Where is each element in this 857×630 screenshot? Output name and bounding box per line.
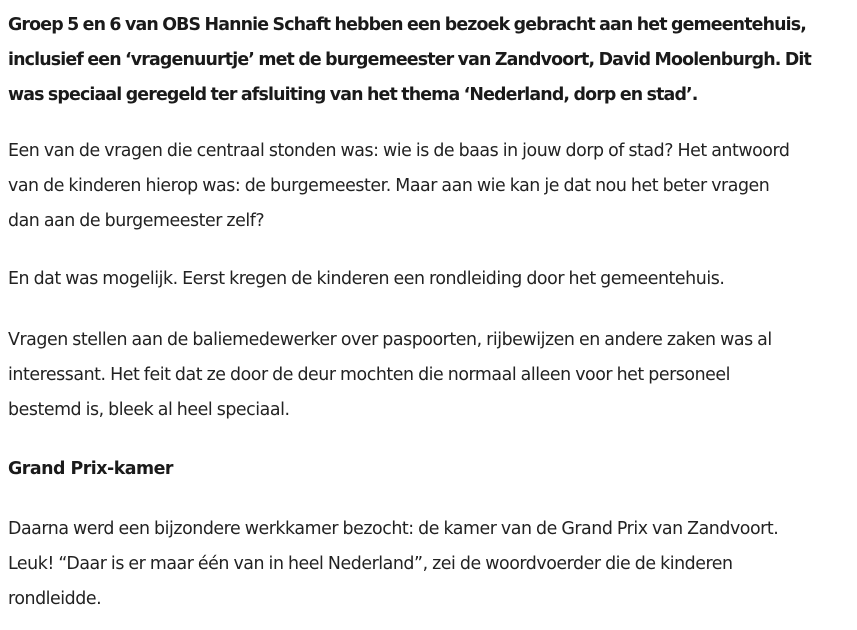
intro-line: was speciaal geregeld ter afsluiting van het thema ‘Nederland, dorp en stad’. — [8, 85, 698, 105]
paragraph-line: Leuk! “Daar is er maar één van in heel Nederland”, zei de woordvoerder die de kinderen — [8, 554, 733, 574]
paragraph-line: Daarna werd een bijzondere werkkamer bezocht: de kamer van de Grand Prix van Zandvoort. — [8, 519, 779, 539]
paragraph-questions — [8, 134, 853, 239]
paragraph-desk — [8, 323, 853, 428]
paragraph-line: rondleidde. — [8, 589, 102, 609]
paragraph-line: En dat was mogelijk. Eerst kregen de kinderen een rondleiding door het gemeentehuis. — [8, 269, 725, 289]
paragraph-line: van de kinderen hierop was: de burgemeester. Maar aan wie kan je dat nou het beter vragen — [8, 176, 770, 196]
paragraph-line: bestemd is, bleek al heel speciaal. — [8, 400, 290, 420]
section-heading: Grand Prix-kamer — [8, 459, 173, 479]
paragraph-grand-prix — [8, 512, 853, 617]
article-intro — [8, 8, 853, 113]
intro-line: Groep 5 en 6 van OBS Hannie Schaft hebben een bezoek gebracht aan het gemeentehuis, — [8, 15, 807, 35]
intro-line: inclusief een ‘vragenuurtje’ met de burgemeester van Zandvoort, David Moolenburgh. Dit — [8, 50, 811, 70]
paragraph-line: dan aan de burgemeester zelf? — [8, 211, 265, 231]
paragraph-line: Een van de vragen die centraal stonden was: wie is de baas in jouw dorp of stad? Het antwoord — [8, 141, 790, 161]
paragraph-line: interessant. Het feit dat ze door de deur mochten die normaal alleen voor het personeel — [8, 365, 731, 385]
paragraph-tour — [8, 262, 853, 297]
paragraph-line: Vragen stellen aan de baliemedewerker over paspoorten, rijbewijzen en andere zaken was al — [8, 330, 772, 350]
